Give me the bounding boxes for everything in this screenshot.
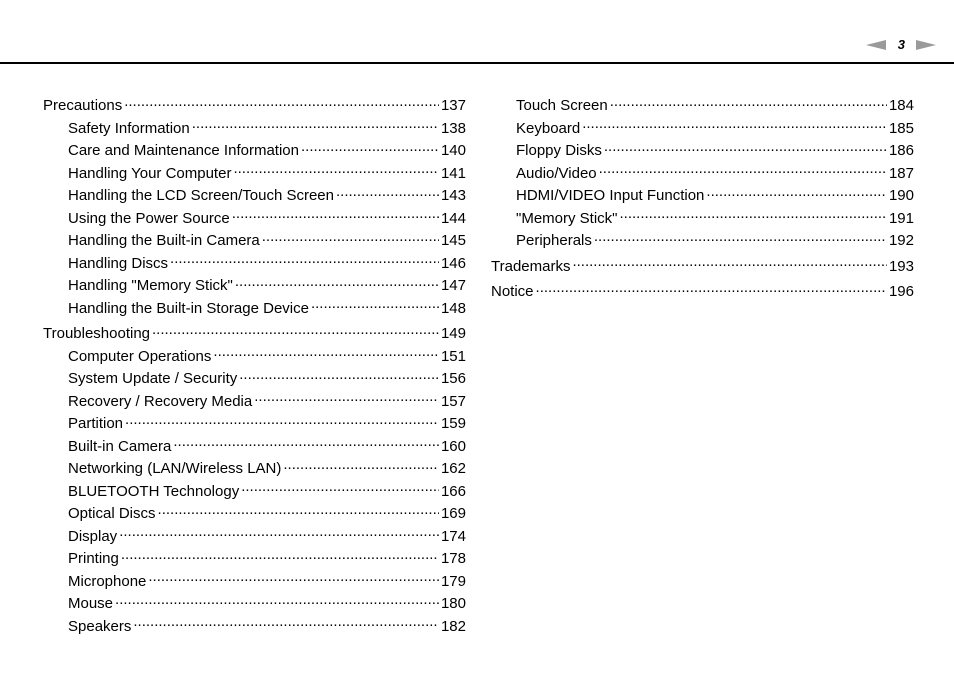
toc-dot-leader [133,616,439,631]
toc-dot-leader [283,458,439,473]
toc-entry-page: 187 [888,164,914,182]
toc-entry-page: 159 [440,415,466,432]
toc-entry[interactable] [491,118,914,141]
toc-entry-title: Using the Power Source [68,209,230,227]
toc-entry[interactable] [43,481,466,504]
toc-entry-title: Handling Discs [68,254,169,272]
toc-dot-leader [232,208,439,223]
toc-dot-leader [301,140,439,155]
toc-entry-page: 180 [440,595,466,612]
toc-entry[interactable] [491,281,914,304]
toc-dot-leader [235,275,439,290]
toc-entry-title: Handling Your Computer [68,164,232,182]
toc-dot-leader [594,230,887,245]
toc-entry-title: Handling the LCD Screen/Touch Screen [68,187,334,204]
toc-dot-leader [610,95,887,110]
toc-entry-title: Mouse [68,595,114,612]
toc-entry[interactable] [491,230,914,253]
toc-entry-page: 193 [888,257,914,275]
toc-entry-title: Networking (LAN/Wireless LAN) [68,460,282,477]
toc-column-right [491,95,914,304]
toc-entry-page: 138 [440,119,466,137]
toc-entry[interactable] [43,118,466,141]
toc-entry-page: 178 [440,550,466,567]
toc-entry-page: 143 [440,187,466,204]
toc-entry-page: 179 [440,572,466,590]
toc-entry-title: Speakers [68,617,132,635]
toc-entry-title: Touch Screen [516,97,608,114]
page-header [0,0,954,64]
toc-dot-leader [148,571,439,586]
toc-entry[interactable] [43,298,466,321]
toc-entry-page: 196 [888,283,914,300]
toc-entry-page: 184 [888,97,914,114]
toc-entry-page: 140 [440,142,466,159]
toc-dot-leader [336,185,439,200]
toc-entry[interactable] [491,256,914,279]
toc-dot-leader [124,95,439,110]
toc-entry-page: 182 [440,617,466,635]
toc-entry[interactable] [43,95,466,118]
toc-entry[interactable] [43,413,466,436]
toc-dot-leader [241,481,439,496]
toc-dot-leader [170,253,439,268]
toc-dot-leader [121,548,439,563]
toc-dot-leader [213,346,439,361]
toc-dot-leader [152,323,439,338]
toc-entry-page: 144 [440,209,466,227]
toc-entry[interactable] [43,503,466,526]
toc-entry[interactable] [43,548,466,571]
toc-entry-title: Printing [68,550,119,567]
toc-entry[interactable] [43,230,466,253]
toc-entry-page: 186 [888,142,914,159]
toc-entry[interactable] [491,208,914,231]
toc-entry-page: 162 [440,460,466,477]
toc-dot-leader [604,140,887,155]
toc-entry-page: 141 [440,164,466,182]
toc-dot-leader [620,208,887,223]
toc-entry[interactable] [43,253,466,276]
toc-entry-title: Optical Discs [68,505,156,522]
toc-entry-title: Handling "Memory Stick" [68,277,233,294]
toc-dot-leader [311,298,439,313]
header-divider [0,62,954,64]
toc-entry[interactable] [43,208,466,231]
toc-entry[interactable] [491,185,914,208]
toc-dot-leader [239,368,439,383]
toc-dot-leader [158,503,439,518]
toc-entry-page: 190 [888,187,914,204]
toc-dot-leader [192,118,439,133]
toc-entry[interactable] [43,391,466,414]
toc-entry-title: Trademarks [491,257,571,275]
toc-dot-leader [125,413,439,428]
toc-entry-title: Recovery / Recovery Media [68,392,253,410]
page-number: 3 [897,37,905,52]
page-navigation [866,36,936,54]
toc-entry-title: System Update / Security [68,370,238,387]
toc-entry[interactable] [43,275,466,298]
toc-dot-leader [115,593,439,608]
toc-entry-page: 157 [440,392,466,410]
toc-entry-title: Audio/Video [516,164,597,182]
toc-dot-leader [536,281,887,296]
toc-entry-page: 146 [440,254,466,272]
toc-dot-leader [262,230,439,245]
toc-entry[interactable] [491,163,914,186]
toc-entry[interactable] [43,185,466,208]
toc-entry-title: Keyboard [516,119,581,137]
toc-entry-page: 156 [440,370,466,387]
toc-entry-page: 151 [440,347,466,365]
toc-entry-title: Display [68,527,118,545]
toc-entry-title: Handling the Built-in Camera [68,232,260,249]
toc-dot-leader [254,391,439,406]
toc-entry-page: 137 [440,97,466,114]
toc-entry-title: Care and Maintenance Information [68,142,299,159]
toc-entry-page: 147 [440,277,466,294]
toc-entry[interactable] [43,436,466,459]
triangle-right-icon[interactable] [916,40,936,50]
toc-entry-page: 166 [440,482,466,500]
toc-entry-page: 185 [888,119,914,137]
toc-entry-title: Troubleshooting [43,325,151,342]
toc-entry[interactable] [491,140,914,163]
toc-entry-page: 149 [440,325,466,342]
toc-entry[interactable] [43,163,466,186]
toc-entry-page: 169 [440,505,466,522]
toc-entry[interactable] [491,95,914,118]
toc-column-left [43,95,466,638]
toc-dot-leader [233,163,439,178]
toc-entry-page: 174 [440,527,466,545]
toc-entry-title: Notice [491,283,534,300]
toc-entry[interactable] [43,593,466,616]
toc-entry[interactable] [43,526,466,549]
toc-entry-title: Peripherals [516,232,592,249]
toc-entry[interactable] [43,323,466,346]
toc-entry-page: 145 [440,232,466,249]
toc-dot-leader [582,118,887,133]
toc-entry-title: Built-in Camera [68,437,172,455]
toc-dot-leader [599,163,887,178]
toc-entry[interactable] [43,140,466,163]
toc-dot-leader [119,526,439,541]
toc-entry[interactable] [43,616,466,639]
toc-entry[interactable] [43,571,466,594]
toc-entry-title: Partition [68,415,124,432]
toc-dot-leader [572,256,887,271]
toc-entry-page: 160 [440,437,466,455]
triangle-left-icon[interactable] [866,40,886,50]
toc-entry-title: HDMI/VIDEO Input Function [516,187,705,204]
toc-entry-title: Floppy Disks [516,142,602,159]
toc-entry-title: "Memory Stick" [516,209,618,227]
toc-dot-leader [706,185,887,200]
toc-entry-page: 192 [888,232,914,249]
toc-entry-title: Handling the Built-in Storage Device [68,299,309,317]
toc-entry-title: BLUETOOTH Technology [68,482,240,500]
toc-entry-title: Precautions [43,97,123,114]
toc-entry[interactable] [43,368,466,391]
toc-entry-title: Computer Operations [68,347,212,365]
toc-entry-title: Microphone [68,572,147,590]
toc-dot-leader [173,436,439,451]
toc-entry[interactable] [43,346,466,369]
toc-entry-page: 191 [888,209,914,227]
toc-entry[interactable] [43,458,466,481]
toc-entry-page: 148 [440,299,466,317]
toc-entry-title: Safety Information [68,119,190,137]
